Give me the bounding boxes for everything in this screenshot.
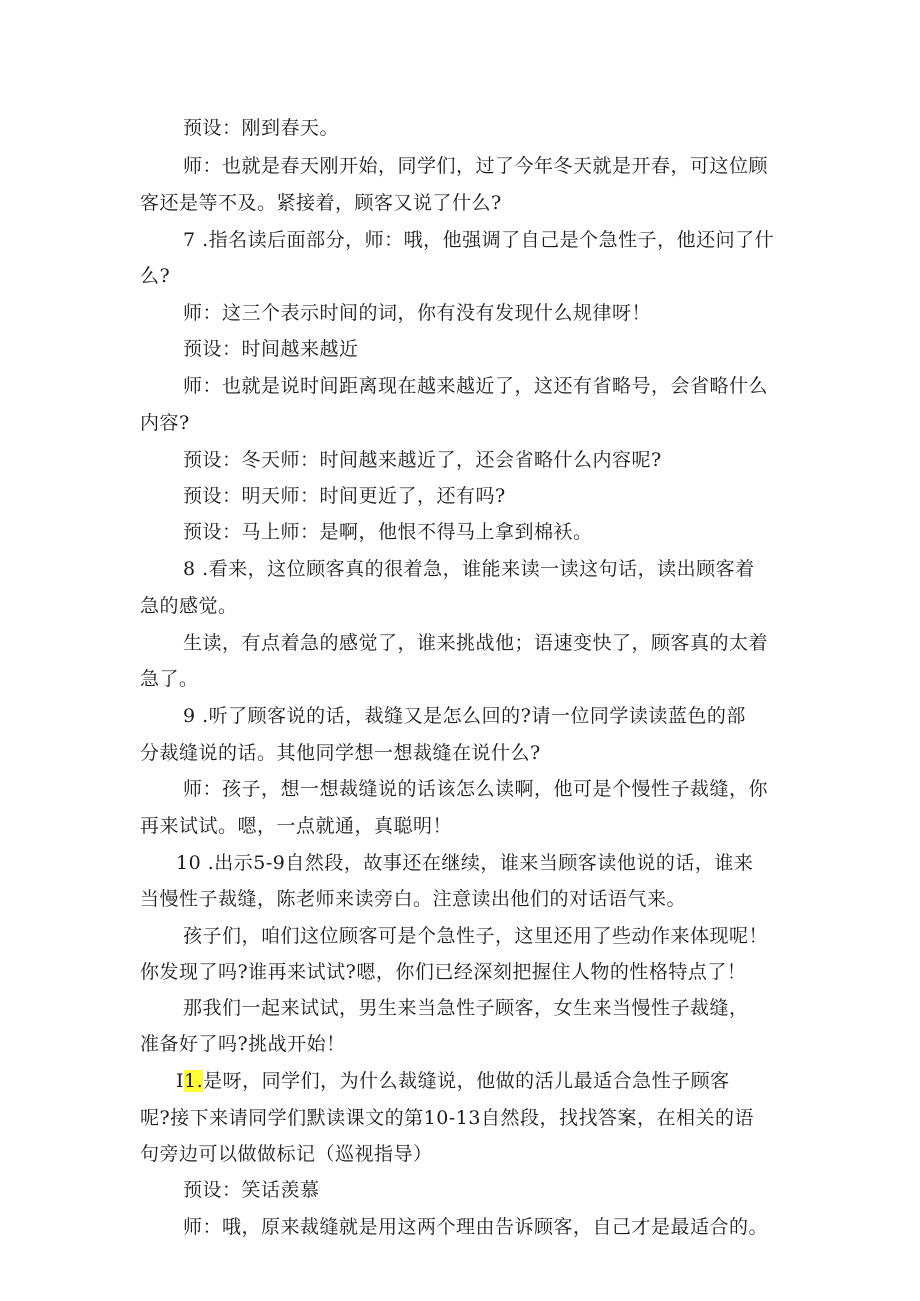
text-line: 孩子们，咱们这位顾客可是个急性子，这里还用了些动作来体现呢！ <box>183 925 769 947</box>
text-line: 师：也就是说时间距离现在越来越近了，这还有省略号，会省略什么 <box>183 375 769 397</box>
text-line: 内容? <box>140 412 190 434</box>
text-line: 客还是等不及。紧接着，顾客又说了什么? <box>140 192 502 214</box>
text-line: 预设：马上师：是啊，他恨不得马上拿到棉袄。 <box>183 521 593 543</box>
text-line: 师：这三个表示时间的词，你有没有发现什么规律呀！ <box>183 302 652 324</box>
text-line: 么? <box>140 265 171 287</box>
item-text: 是呀，同学们，为什么裁缝说，他做的活儿最适合急性子顾客 <box>203 1070 730 1092</box>
text-line: 句旁边可以做做标记（巡视指导） <box>140 1143 433 1165</box>
text-line: 预设：明天师：时间更近了，还有吗? <box>183 485 506 507</box>
text-line: 生读，有点着急的感觉了，谁来挑战他；语速变快了，顾客真的太着 <box>183 632 769 654</box>
text-line: 急的感觉。 <box>140 595 238 617</box>
text-line: 急了。 <box>140 668 199 690</box>
text-line: 那我们一起来试试，男生来当急性子顾客，女生来当慢性子裁缝， <box>183 997 749 1019</box>
item-number-highlight: 1. <box>184 1070 204 1092</box>
text-line: 师：也就是春天刚开始，同学们，过了今年冬天就是开春，可这位顾 <box>183 155 769 177</box>
text-line: 10 .出示5-9自然段，故事还在继续，谁来当顾客读他说的话，谁来 <box>176 852 754 874</box>
text-line: 预设：时间越来越近 <box>183 338 359 360</box>
text-line: 师：哦，原来裁缝就是用这两个理由告诉顾客，自己才是最适合的。 <box>183 1216 769 1238</box>
text-line: 呢?接下来请同学们默读课文的第10-13自然段，找找答案，在相关的语 <box>140 1107 754 1129</box>
text-line: 预设：刚到春天。 <box>183 117 340 139</box>
text-line: 师：孩子，想一想裁缝说的话该怎么读啊，他可是个慢性子裁缝，你 <box>183 778 769 800</box>
text-line: 你发现了吗?谁再来试试?嗯，你们已经深刻把握住人物的性格特点了！ <box>140 961 747 983</box>
text-line: 预设：冬天师：时间越来越近了，还会省略什么内容呢? <box>183 449 662 471</box>
item-11-line <box>176 1067 730 1095</box>
text-line: 7 .指名读后面部分，师：哦，他强调了自己是个急性子，他还问了什 <box>183 229 775 251</box>
text-line: 再来试试。嗯，一点就通，真聪明！ <box>140 815 453 837</box>
text-line: 8 .看来，这位顾客真的很着急，谁能来读一读这句话，读出顾客着 <box>183 558 755 580</box>
text-line: 分裁缝说的话。其他同学想一想裁缝在说什么? <box>140 742 541 764</box>
text-line: 预设：笑话羡慕 <box>183 1179 320 1201</box>
text-line: 当慢性子裁缝，陈老师来读旁白。注意读出他们的对话语气来。 <box>140 888 687 910</box>
text-line: 9 .听了顾客说的话，裁缝又是怎么回的?请一位同学读读蓝色的部 <box>183 705 746 727</box>
text-line: 准备好了吗?挑战开始！ <box>140 1033 346 1055</box>
item-number-prefix: I <box>176 1070 185 1092</box>
